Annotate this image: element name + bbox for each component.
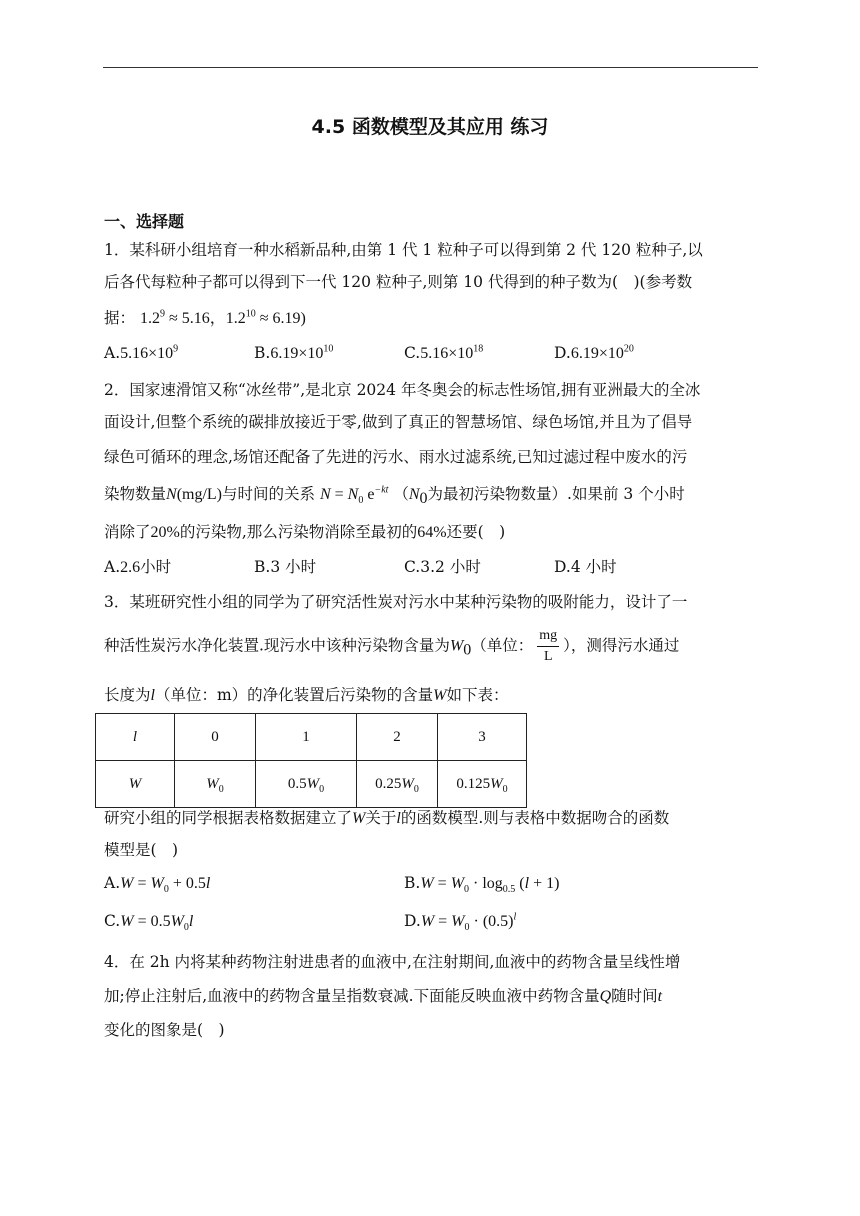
q3-line-after-1: 研究小组的同学根据表格数据建立了W关于l的函数模型.则与表格中数据吻合的函数 <box>104 809 670 827</box>
q1-line-3: 据： $1.2^9 \approx 5.16$，$1.2^{10} \approx 6.19$) <box>104 308 306 327</box>
table-cell: W <box>96 761 175 808</box>
q2-option-d: D.4 小时 <box>554 558 617 576</box>
table-cell: 1 <box>256 714 357 761</box>
q4-line-3: 变化的图象是( ) <box>104 1021 225 1039</box>
unit-fraction: $\frac{mg}{L}$ <box>539 628 558 664</box>
q4-line-2: 加;停止注射后,血液中的药物含量呈指数衰减.下面能反映血液中药物含量Q随时间t <box>104 987 663 1005</box>
q1-reference-values: $1.2^9 \approx 5.16$，$1.2^{10} \approx 6.19$) <box>139 308 306 327</box>
q1-option-a: $A.5.16\times 10^9$ <box>104 343 179 362</box>
q1-option-c: $C.5.16\times 10^{18}$ <box>404 343 484 362</box>
q1-option-d: $D.6.19\times 10^{20}$ <box>554 343 634 362</box>
table-cell: $0.25W_0$ <box>357 761 438 808</box>
q2-line-3: 绿色可循环的理念,场馆还配备了先进的污水、雨水过滤系统,已知过滤过程中废水的污 <box>104 448 688 466</box>
q3-line-2: 种活性炭污水净化装置.现污水中该种污染物含量为$W_0$（单位： $\frac{mg}{L}$ ），测得污水通过 <box>104 628 680 664</box>
table-row <box>96 714 527 761</box>
data-table <box>95 713 527 808</box>
q2-line-1: 2．国家速滑馆又称“冰丝带”,是北京 2024 年冬奥会的标志性场馆,拥有亚洲最大的全冰 <box>104 381 701 399</box>
q2-option-a: A.2.6小时 <box>104 558 172 576</box>
q2-option-b: B.3 小时 <box>254 558 317 576</box>
table-row <box>96 761 527 808</box>
q2-decay-formula: $N = N_0$ $e^{-kt}$ <box>319 484 389 507</box>
q3-option-c: $C.W = 0.5W_0l$ <box>104 912 194 934</box>
table-cell: l <box>96 714 175 761</box>
q2-line-5: 消除了20%的污染物,那么污染物消除至最初的64%还要( ) <box>104 523 506 541</box>
q1-option-b: $B.6.19\times 10^{10}$ <box>254 343 334 362</box>
table-cell: $0.5W_0$ <box>256 761 357 808</box>
q1-line-1: 1．某科研小组培育一种水稻新品种,由第 1 代 1 粒种子可以得到第 2 代 120 粒种子,以 <box>104 241 703 259</box>
table-cell: 2 <box>357 714 438 761</box>
q2-option-c: C.3.2 小时 <box>404 558 481 576</box>
table-cell: 0 <box>175 714 256 761</box>
q3-option-d: $D.W = W_0 \cdot (0.5)^l$ <box>404 911 517 934</box>
q2-line-4: 染物数量N(mg/L)与时间的关系 $N = N_0$ $e^{-kt}$ （$N_0$为最初污染物数量）.如果前 3 个小时 <box>104 484 685 508</box>
q3-line-3: 长度为l（单位：m）的净化装置后污染物的含量W如下表： <box>104 686 509 704</box>
section-heading: 一、选择题 <box>104 212 185 231</box>
header-rule <box>103 67 758 68</box>
q3-line-1: 3．某班研究性小组的同学为了研究活性炭对污水中某种污染物的吸附能力，设计了一 <box>104 593 688 611</box>
table-cell: $0.125W_0$ <box>438 761 527 808</box>
q3-line-after-2: 模型是( ) <box>104 841 179 859</box>
q1-line-2: 后各代每粒种子都可以得到下一代 120 粒种子,则第 10 代得到的种子数为( )(参考数 <box>104 273 693 291</box>
q3-option-a: $A.W = W_0 + 0.5l$ <box>104 874 211 896</box>
q2-line-2: 面设计,但整个系统的碳排放接近于零,做到了真正的智慧场馆、绿色场馆,并且为了倡导 <box>104 413 693 431</box>
document-title: 4.5 函数模型及其应用 练习 <box>311 116 549 138</box>
table-cell: 3 <box>438 714 527 761</box>
q4-line-1: 4．在 2h 内将某种药物注射进患者的血液中,在注射期间,血液中的药物含量呈线性增 <box>104 953 681 971</box>
q3-option-b: $B.W = W_0 \cdot \log_{0.5} (l + 1)$ <box>404 874 560 896</box>
table-cell: $W_0$ <box>175 761 256 808</box>
